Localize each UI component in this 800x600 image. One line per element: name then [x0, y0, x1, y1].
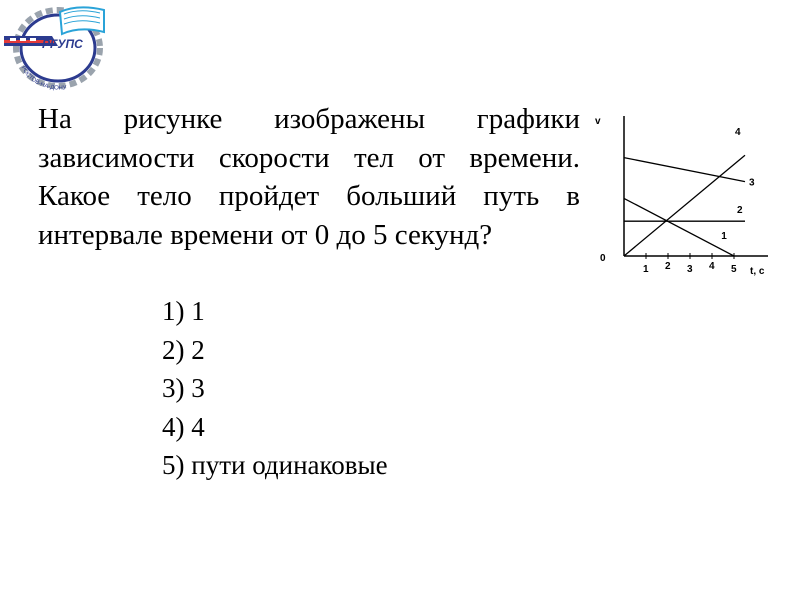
y-axis-label: v	[595, 116, 601, 127]
x-tick-label: 1	[643, 264, 649, 275]
question-text	[38, 100, 580, 254]
answer-list	[162, 292, 388, 485]
graph-line-label-4: 4	[735, 127, 741, 139]
answer-option: 4) 4	[162, 411, 205, 442]
logo-ring-text: РОСТОВ-НА-ДОНУ	[19, 65, 67, 92]
x-tick-label: 3	[687, 264, 693, 275]
answer-option: 1) 1	[162, 296, 205, 326]
x-tick-label: 5	[731, 264, 737, 275]
answer-option: 3) 3	[162, 373, 205, 403]
question-line: На рисунке изображены графики	[38, 103, 580, 135]
graph-line-4	[624, 155, 745, 256]
book-icon	[60, 7, 104, 34]
graph-line-label-3: 3	[749, 177, 755, 189]
x-tick-label: 2	[665, 261, 671, 272]
rgups-logo	[0, 0, 118, 92]
graph-line-label-2: 2	[737, 205, 743, 217]
graph-line-label-1: 1	[721, 231, 727, 243]
graph-line-1	[624, 198, 734, 256]
origin-label: 0	[600, 253, 606, 264]
question-line: зависимости скорости тел от времени.	[38, 141, 580, 174]
x-axis-label: t, с	[750, 266, 765, 277]
answer-option: 2) 2	[162, 334, 205, 365]
velocity-time-graph	[592, 108, 782, 284]
answer-option: 5) пути одинаковые	[162, 450, 388, 480]
question-line: интервале времени от 0 до 5 секунд?	[38, 218, 493, 251]
question-line: Какое тело пройдет больший путь в	[38, 180, 580, 212]
logo-text: РГУПС	[42, 37, 83, 51]
x-tick-label: 4	[709, 261, 715, 272]
